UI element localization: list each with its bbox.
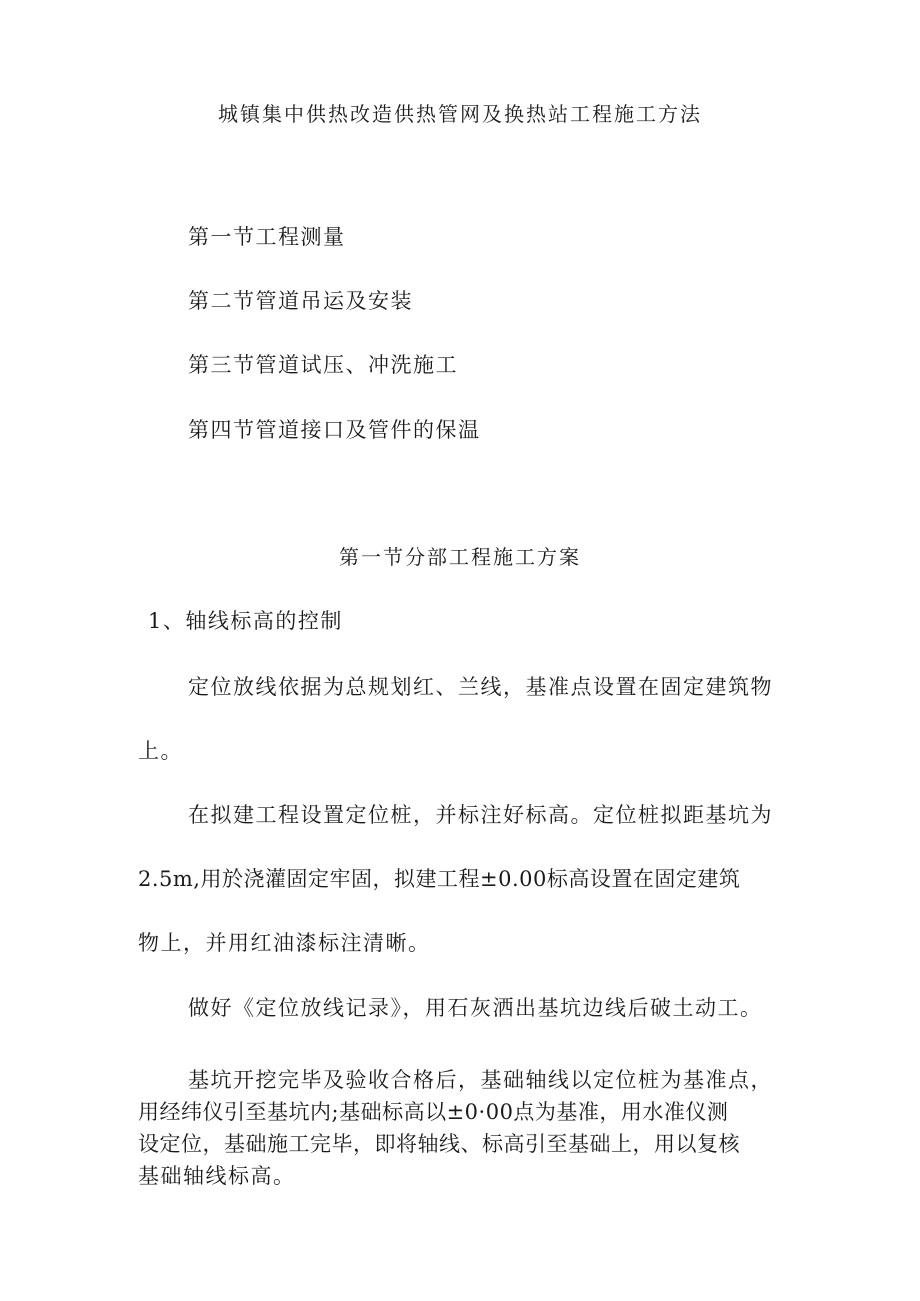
toc-item-3: 第三节管道试压、冲洗施工 — [188, 353, 458, 377]
paragraph-2-line-3: 物上，并用红油漆标注清晰。 — [138, 931, 431, 955]
paragraph-4-line-4: 基础轴线标高。 — [138, 1164, 296, 1188]
document-title: 城镇集中供热改造供热管网及换热站工程施工方法 — [218, 102, 702, 126]
toc-item-2: 第二节管道吊运及安装 — [188, 289, 413, 313]
paragraph-4-line-1: 基坑开挖完毕及验收合格后，基础轴线以定位桩为基准点， — [188, 1068, 773, 1092]
paragraph-2-line-1: 在拟建工程设置定位桩，并标注好标高。定位桩拟距基坑为 — [188, 803, 773, 827]
paragraph-1-line-2: 上。 — [138, 739, 183, 763]
paragraph-1-line-1: 定位放线依据为总规划红、兰线，基准点设置在固定建筑物 — [188, 675, 773, 699]
toc-item-4: 第四节管道接口及管件的保温 — [188, 418, 481, 442]
paragraph-4-line-2: 用经纬仪引至基坑内;基础标高以±0·00点为基准，用水准仪测 — [138, 1100, 729, 1124]
section-title: 第一节分部工程施工方案 — [339, 545, 581, 569]
toc-item-1: 第一节工程测量 — [188, 225, 346, 249]
paragraph-2-line-2: 2.5m,用於浇灌固定牢固，拟建工程±0.00标高设置在固定建筑 — [138, 867, 741, 891]
paragraph-4-line-3: 设定位，基础施工完毕，即将轴线、标高引至基础上，用以复核 — [138, 1132, 740, 1156]
paragraph-3-line-1: 做好《定位放线记录》，用石灰洒出基坑边线后破土动工。 — [188, 996, 763, 1020]
subsection-heading: 1、轴线标高的控制 — [148, 609, 343, 633]
